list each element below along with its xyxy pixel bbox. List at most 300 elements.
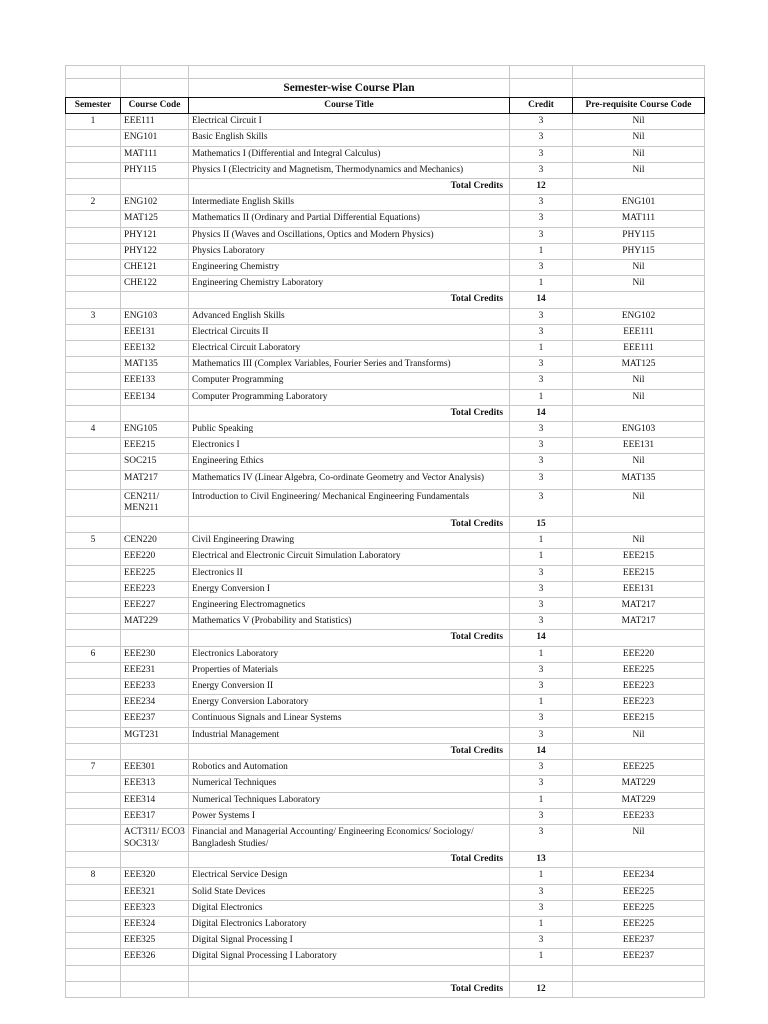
- total-credits-value: 14: [510, 743, 573, 759]
- total-credits-value: 14: [510, 292, 573, 308]
- course-title: Introduction to Civil Engineering/ Mechanical Engineering Fundamentals: [189, 489, 510, 516]
- course-row: [66, 130, 705, 146]
- semester-number: 2: [66, 195, 121, 211]
- course-row: [66, 195, 705, 211]
- course-code: SOC215: [121, 454, 189, 470]
- semester-number: [66, 711, 121, 727]
- course-prerequisite: Nil: [573, 260, 705, 276]
- course-title: Engineering Chemistry Laboratory: [189, 276, 510, 292]
- semester-number: [66, 389, 121, 405]
- course-row: [66, 949, 705, 965]
- course-row: [66, 711, 705, 727]
- course-credit: 3: [510, 195, 573, 211]
- course-code: EEE131: [121, 324, 189, 340]
- course-code: EEE227: [121, 598, 189, 614]
- course-credit: 3: [510, 679, 573, 695]
- course-credit: 3: [510, 776, 573, 792]
- course-title: Numerical Techniques: [189, 776, 510, 792]
- course-code: EEE324: [121, 916, 189, 932]
- course-title: Engineering Ethics: [189, 454, 510, 470]
- semester-number: [66, 438, 121, 454]
- course-title: Continuous Signals and Linear Systems: [189, 711, 510, 727]
- course-row: [66, 308, 705, 324]
- course-title: Numerical Techniques Laboratory: [189, 792, 510, 808]
- course-title: Energy Conversion I: [189, 581, 510, 597]
- course-row: [66, 276, 705, 292]
- course-prerequisite: ENG102: [573, 308, 705, 324]
- course-row: [66, 646, 705, 662]
- course-row: [66, 243, 705, 259]
- semester-number: [66, 695, 121, 711]
- course-code: MAT125: [121, 211, 189, 227]
- course-title: Mathematics II (Ordinary and Partial Differential Equations): [189, 211, 510, 227]
- total-credits-row: [66, 630, 705, 646]
- course-prerequisite: Nil: [573, 454, 705, 470]
- semester-number: [66, 808, 121, 824]
- semester-number: 4: [66, 422, 121, 438]
- semester-number: [66, 489, 121, 516]
- course-code: CHE121: [121, 260, 189, 276]
- semester-number: [66, 916, 121, 932]
- course-prerequisite: Nil: [573, 130, 705, 146]
- semester-number: [66, 727, 121, 743]
- course-credit: 3: [510, 884, 573, 900]
- course-code: CHE122: [121, 276, 189, 292]
- course-title: Engineering Chemistry: [189, 260, 510, 276]
- semester-number: [66, 614, 121, 630]
- course-credit: 3: [510, 211, 573, 227]
- course-title: Physics I (Electricity and Magnetism, Thermodynamics and Mechanics): [189, 162, 510, 178]
- total-credits-row: [66, 405, 705, 421]
- course-prerequisite: MAT229: [573, 792, 705, 808]
- course-title: Digital Signal Processing I Laboratory: [189, 949, 510, 965]
- course-row: [66, 614, 705, 630]
- course-credit: 1: [510, 533, 573, 549]
- course-title: Digital Electronics Laboratory: [189, 916, 510, 932]
- course-row: [66, 114, 705, 130]
- total-credits-label: Total Credits: [189, 292, 510, 308]
- course-prerequisite: MAT111: [573, 211, 705, 227]
- course-code: MAT217: [121, 470, 189, 489]
- course-code: EEE314: [121, 792, 189, 808]
- course-prerequisite: Nil: [573, 489, 705, 516]
- course-credit: 3: [510, 454, 573, 470]
- course-credit: 3: [510, 711, 573, 727]
- course-title: Robotics and Automation: [189, 760, 510, 776]
- course-prerequisite: [573, 965, 705, 981]
- course-title: Electronics II: [189, 565, 510, 581]
- course-code: EEE220: [121, 549, 189, 565]
- semester-number: 8: [66, 868, 121, 884]
- semester-number: [66, 598, 121, 614]
- course-title: Mathematics III (Complex Variables, Fourier Series and Transforms): [189, 357, 510, 373]
- course-row: [66, 662, 705, 678]
- semester-number: [66, 130, 121, 146]
- course-title: Energy Conversion Laboratory: [189, 695, 510, 711]
- course-row: [66, 341, 705, 357]
- course-row: [66, 727, 705, 743]
- course-code: ENG102: [121, 195, 189, 211]
- course-code: EEE301: [121, 760, 189, 776]
- semester-number: 5: [66, 533, 121, 549]
- course-prerequisite: EEE234: [573, 868, 705, 884]
- course-code: EEE230: [121, 646, 189, 662]
- course-credit: 1: [510, 868, 573, 884]
- course-code: EEE237: [121, 711, 189, 727]
- course-title: Advanced English Skills: [189, 308, 510, 324]
- course-prerequisite: EEE225: [573, 916, 705, 932]
- course-code: EEE326: [121, 949, 189, 965]
- page-title: Semester-wise Course Plan: [189, 79, 510, 98]
- course-code: EEE215: [121, 438, 189, 454]
- course-credit: 3: [510, 373, 573, 389]
- course-row: [66, 760, 705, 776]
- course-credit: 3: [510, 114, 573, 130]
- course-row: [66, 470, 705, 489]
- total-credits-value: 15: [510, 517, 573, 533]
- course-prerequisite: EEE237: [573, 933, 705, 949]
- course-credit: 3: [510, 933, 573, 949]
- course-code: CEN220: [121, 533, 189, 549]
- course-plan-body: [66, 66, 705, 998]
- semester-number: [66, 357, 121, 373]
- course-title: Power Systems I: [189, 808, 510, 824]
- course-credit: [510, 965, 573, 981]
- course-title: Electronics Laboratory: [189, 646, 510, 662]
- title-row: [66, 79, 705, 98]
- course-credit: 3: [510, 581, 573, 597]
- total-credits-row: [66, 852, 705, 868]
- course-prerequisite: EEE225: [573, 884, 705, 900]
- course-row: [66, 565, 705, 581]
- course-row: [66, 884, 705, 900]
- semester-number: [66, 565, 121, 581]
- semester-number: [66, 884, 121, 900]
- course-prerequisite: Nil: [573, 373, 705, 389]
- course-prerequisite: EEE215: [573, 549, 705, 565]
- course-code: EEE225: [121, 565, 189, 581]
- course-prerequisite: PHY115: [573, 227, 705, 243]
- semester-number: [66, 792, 121, 808]
- semester-number: [66, 211, 121, 227]
- course-title: Digital Electronics: [189, 900, 510, 916]
- course-code: EEE317: [121, 808, 189, 824]
- course-code: ENG103: [121, 308, 189, 324]
- semester-number: [66, 260, 121, 276]
- course-prerequisite: Nil: [573, 389, 705, 405]
- course-code: EEE321: [121, 884, 189, 900]
- course-title: Civil Engineering Drawing: [189, 533, 510, 549]
- course-code: PHY121: [121, 227, 189, 243]
- course-credit: 3: [510, 598, 573, 614]
- course-code: MAT135: [121, 357, 189, 373]
- course-title: Physics Laboratory: [189, 243, 510, 259]
- course-code: MAT229: [121, 614, 189, 630]
- course-prerequisite: Nil: [573, 114, 705, 130]
- semester-number: [66, 470, 121, 489]
- course-prerequisite: EEE220: [573, 646, 705, 662]
- course-prerequisite: EEE223: [573, 679, 705, 695]
- course-credit: 1: [510, 646, 573, 662]
- course-row: [66, 146, 705, 162]
- course-title: Digital Signal Processing I: [189, 933, 510, 949]
- course-code: EEE233: [121, 679, 189, 695]
- semester-number: 6: [66, 646, 121, 662]
- course-code: EEE223: [121, 581, 189, 597]
- course-prerequisite: MAT217: [573, 614, 705, 630]
- course-row: [66, 679, 705, 695]
- course-code: PHY115: [121, 162, 189, 178]
- course-code: EEE325: [121, 933, 189, 949]
- course-title: Energy Conversion II: [189, 679, 510, 695]
- course-prerequisite: EEE215: [573, 711, 705, 727]
- course-prerequisite: ENG101: [573, 195, 705, 211]
- course-title: Electrical Circuit I: [189, 114, 510, 130]
- total-credits-label: Total Credits: [189, 517, 510, 533]
- semester-number: [66, 146, 121, 162]
- course-prerequisite: EEE131: [573, 581, 705, 597]
- course-title: Electrical Service Design: [189, 868, 510, 884]
- course-row: [66, 438, 705, 454]
- course-code: MGT231: [121, 727, 189, 743]
- course-credit: 3: [510, 438, 573, 454]
- total-credits-row: [66, 517, 705, 533]
- course-title: Financial and Managerial Accounting/ Engineering Economics/ Sociology/ Bangladesh Studies/: [189, 824, 510, 851]
- total-credits-row: [66, 292, 705, 308]
- blank-top-row: [66, 66, 705, 79]
- total-credits-value: 14: [510, 630, 573, 646]
- course-prerequisite: EEE225: [573, 662, 705, 678]
- course-credit: 3: [510, 614, 573, 630]
- course-credit: 3: [510, 470, 573, 489]
- course-prerequisite: EEE233: [573, 808, 705, 824]
- total-credits-label: Total Credits: [189, 405, 510, 421]
- course-credit: 1: [510, 243, 573, 259]
- course-title: Mathematics I (Differential and Integral Calculus): [189, 146, 510, 162]
- course-credit: 1: [510, 916, 573, 932]
- course-credit: 3: [510, 422, 573, 438]
- course-credit: 3: [510, 308, 573, 324]
- course-credit: 3: [510, 227, 573, 243]
- semester-number: 3: [66, 308, 121, 324]
- course-row: [66, 260, 705, 276]
- course-title: Electrical Circuits II: [189, 324, 510, 340]
- course-title: Computer Programming Laboratory: [189, 389, 510, 405]
- course-prerequisite: MAT125: [573, 357, 705, 373]
- course-title: Physics II (Waves and Oscillations, Optics and Modern Physics): [189, 227, 510, 243]
- course-title: Computer Programming: [189, 373, 510, 389]
- course-title: Mathematics IV (Linear Algebra, Co-ordinate Geometry and Vector Analysis): [189, 470, 510, 489]
- course-credit: 3: [510, 260, 573, 276]
- course-credit: 1: [510, 389, 573, 405]
- course-prerequisite: Nil: [573, 146, 705, 162]
- course-title: Electronics I: [189, 438, 510, 454]
- course-title: Industrial Management: [189, 727, 510, 743]
- semester-number: [66, 227, 121, 243]
- course-code: ENG101: [121, 130, 189, 146]
- course-prerequisite: EEE111: [573, 324, 705, 340]
- course-prerequisite: MAT135: [573, 470, 705, 489]
- course-credit: 3: [510, 146, 573, 162]
- course-credit: 3: [510, 727, 573, 743]
- semester-number: [66, 824, 121, 851]
- course-credit: 3: [510, 808, 573, 824]
- course-row: [66, 598, 705, 614]
- semester-number: [66, 243, 121, 259]
- total-credits-label: Total Credits: [189, 179, 510, 195]
- course-row: [66, 965, 705, 981]
- total-credits-label: Total Credits: [189, 981, 510, 997]
- course-code: EEE111: [121, 114, 189, 130]
- course-credit: 3: [510, 662, 573, 678]
- semester-number: [66, 373, 121, 389]
- course-row: [66, 211, 705, 227]
- course-code: [121, 965, 189, 981]
- course-prerequisite: EEE223: [573, 695, 705, 711]
- course-plan-table: [65, 65, 705, 998]
- semester-number: [66, 949, 121, 965]
- course-row: [66, 422, 705, 438]
- course-row: [66, 900, 705, 916]
- course-title: Electrical Circuit Laboratory: [189, 341, 510, 357]
- course-row: [66, 454, 705, 470]
- course-prerequisite: EEE225: [573, 900, 705, 916]
- course-prerequisite: Nil: [573, 162, 705, 178]
- course-row: [66, 792, 705, 808]
- semester-number: [66, 679, 121, 695]
- course-prerequisite: Nil: [573, 824, 705, 851]
- course-title: Basic English Skills: [189, 130, 510, 146]
- course-row: [66, 389, 705, 405]
- total-credits-row: [66, 179, 705, 195]
- course-row: [66, 533, 705, 549]
- total-credits-label: Total Credits: [189, 630, 510, 646]
- course-prerequisite: MAT229: [573, 776, 705, 792]
- course-code: EEE313: [121, 776, 189, 792]
- total-credits-value: 13: [510, 852, 573, 868]
- course-credit: 3: [510, 760, 573, 776]
- semester-number: 7: [66, 760, 121, 776]
- course-code: MAT111: [121, 146, 189, 162]
- course-title: Solid State Devices: [189, 884, 510, 900]
- course-code: ENG105: [121, 422, 189, 438]
- course-credit: 1: [510, 341, 573, 357]
- course-credit: 3: [510, 162, 573, 178]
- course-code: EEE132: [121, 341, 189, 357]
- course-title: Public Speaking: [189, 422, 510, 438]
- semester-number: 1: [66, 114, 121, 130]
- total-credits-value: 14: [510, 405, 573, 421]
- course-prerequisite: EEE111: [573, 341, 705, 357]
- course-title: Engineering Electromagnetics: [189, 598, 510, 614]
- header-course-title: Course Title: [189, 98, 510, 114]
- course-credit: 3: [510, 357, 573, 373]
- total-credits-row: [66, 981, 705, 997]
- course-row: [66, 695, 705, 711]
- semester-number: [66, 965, 121, 981]
- course-row: [66, 776, 705, 792]
- course-row: [66, 581, 705, 597]
- semester-number: [66, 933, 121, 949]
- header-semester: Semester: [66, 98, 121, 114]
- course-credit: 3: [510, 489, 573, 516]
- semester-number: [66, 900, 121, 916]
- course-row: [66, 868, 705, 884]
- course-credit: 3: [510, 130, 573, 146]
- total-credits-label: Total Credits: [189, 743, 510, 759]
- course-title: [189, 965, 510, 981]
- course-prerequisite: Nil: [573, 533, 705, 549]
- course-credit: 1: [510, 276, 573, 292]
- header-credit: Credit: [510, 98, 573, 114]
- course-prerequisite: Nil: [573, 276, 705, 292]
- course-prerequisite: EEE131: [573, 438, 705, 454]
- course-credit: 3: [510, 900, 573, 916]
- course-row: [66, 549, 705, 565]
- course-credit: 1: [510, 792, 573, 808]
- course-row: [66, 324, 705, 340]
- course-credit: 3: [510, 565, 573, 581]
- semester-number: [66, 341, 121, 357]
- semester-number: [66, 454, 121, 470]
- course-row: [66, 357, 705, 373]
- course-code: EEE323: [121, 900, 189, 916]
- course-row: [66, 373, 705, 389]
- course-code: EEE134: [121, 389, 189, 405]
- course-prerequisite: MAT217: [573, 598, 705, 614]
- course-row: [66, 808, 705, 824]
- course-title: Electrical and Electronic Circuit Simulation Laboratory: [189, 549, 510, 565]
- semester-number: [66, 662, 121, 678]
- course-row: [66, 824, 705, 851]
- course-credit: 3: [510, 324, 573, 340]
- course-row: [66, 916, 705, 932]
- total-credits-value: 12: [510, 179, 573, 195]
- course-title: Intermediate English Skills: [189, 195, 510, 211]
- total-credits-label: Total Credits: [189, 852, 510, 868]
- course-prerequisite: ENG103: [573, 422, 705, 438]
- course-code: EEE231: [121, 662, 189, 678]
- course-code: EEE133: [121, 373, 189, 389]
- course-prerequisite: Nil: [573, 727, 705, 743]
- semester-number: [66, 776, 121, 792]
- header-course-code: Course Code: [121, 98, 189, 114]
- course-code: PHY122: [121, 243, 189, 259]
- course-code: EEE320: [121, 868, 189, 884]
- course-credit: 1: [510, 695, 573, 711]
- course-prerequisite: EEE237: [573, 949, 705, 965]
- semester-number: [66, 162, 121, 178]
- semester-number: [66, 581, 121, 597]
- course-title: Properties of Materials: [189, 662, 510, 678]
- header-prerequisite: Pre-requisite Course Code: [573, 98, 705, 114]
- header-row: [66, 98, 705, 114]
- course-credit: 3: [510, 824, 573, 851]
- semester-number: [66, 324, 121, 340]
- semester-number: [66, 276, 121, 292]
- semester-number: [66, 549, 121, 565]
- course-code: ACT311/ ECO3 SOC313/: [121, 824, 189, 851]
- course-row: [66, 489, 705, 516]
- total-credits-row: [66, 743, 705, 759]
- course-credit: 1: [510, 549, 573, 565]
- course-row: [66, 227, 705, 243]
- course-prerequisite: EEE225: [573, 760, 705, 776]
- course-credit: 1: [510, 949, 573, 965]
- total-credits-value: 12: [510, 981, 573, 997]
- course-code: EEE234: [121, 695, 189, 711]
- course-row: [66, 933, 705, 949]
